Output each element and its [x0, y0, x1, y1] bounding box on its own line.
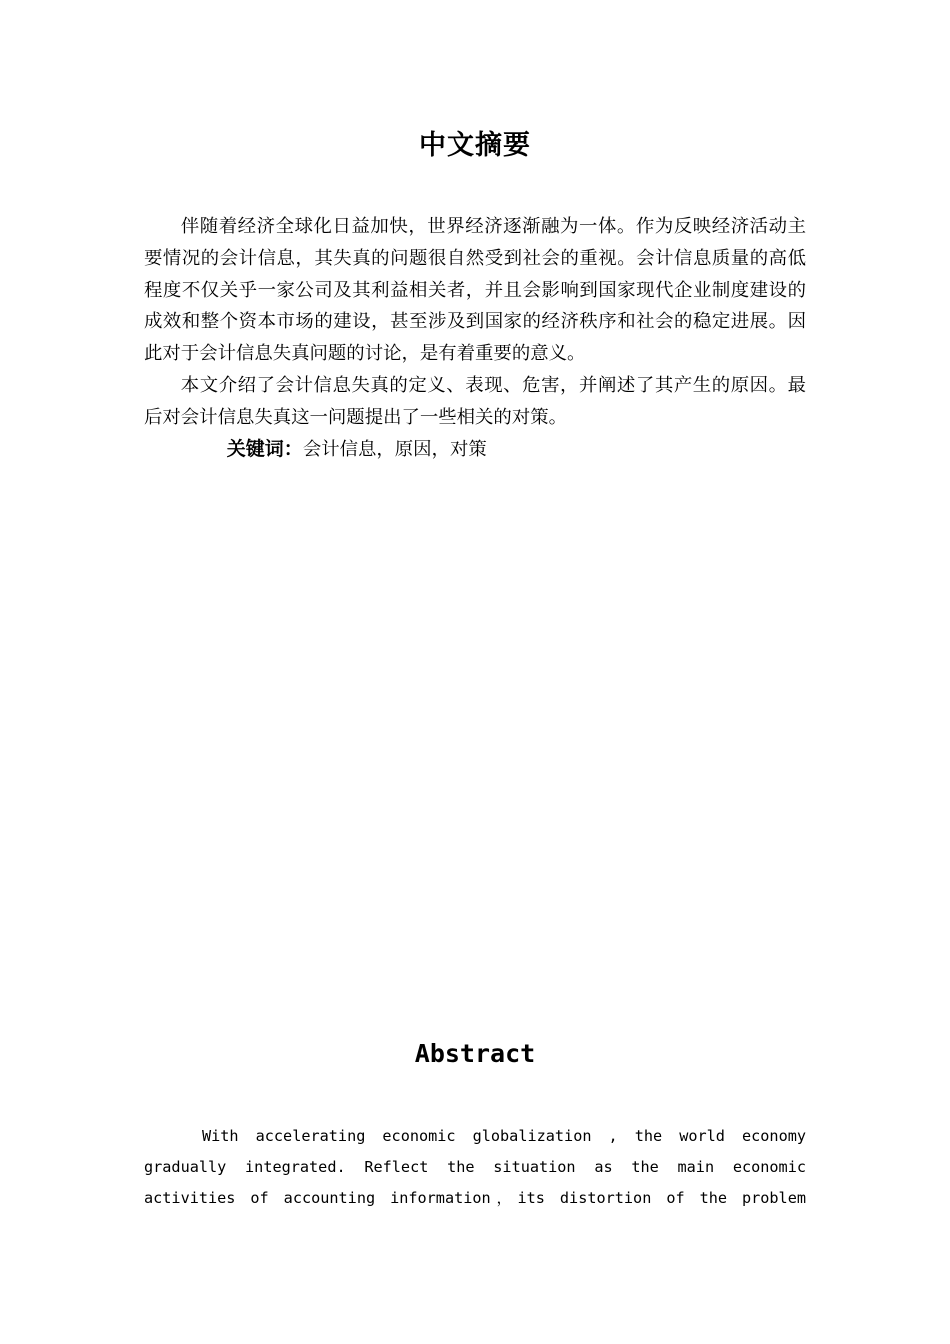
keywords-label: 关键词： [226, 437, 303, 460]
keywords-line [144, 434, 806, 466]
english-abstract-paragraph: With accelerating economic globalization , the world economy gradually integrated. Reflect the situation as the main economic activities of accounting information，its distortion of the problem [144, 1127, 806, 1208]
english-abstract-title: Abstract [414, 1039, 536, 1068]
chinese-abstract-paragraph-2: 本文介绍了会计信息失真的定义、表现、危害，并阐述了其产生的原因。最后对会计信息失真这一问题提出了一些相关的对策。 [144, 374, 806, 428]
keywords-value: 会计信息，原因，对策 [302, 438, 487, 460]
chinese-abstract-paragraph-1: 伴随着经济全球化日益加快，世界经济逐渐融为一体。作为反映经济活动主要情况的会计信息，其失真的问题很自然受到社会的重视。会计信息质量的高低程度不仅关乎一家公司及其利益相关者，并且会影响到国家现代企业制度建设的成效和整个资本市场的建设，甚至涉及到国家的经济秩序和社会的稳定进展。因此对于会计信息失真问题的讨论，是有着重要的意义。 [144, 216, 806, 365]
english-abstract-body [144, 1121, 806, 1215]
chinese-abstract-body [144, 211, 806, 465]
chinese-abstract-title: 中文摘要 [419, 130, 531, 161]
